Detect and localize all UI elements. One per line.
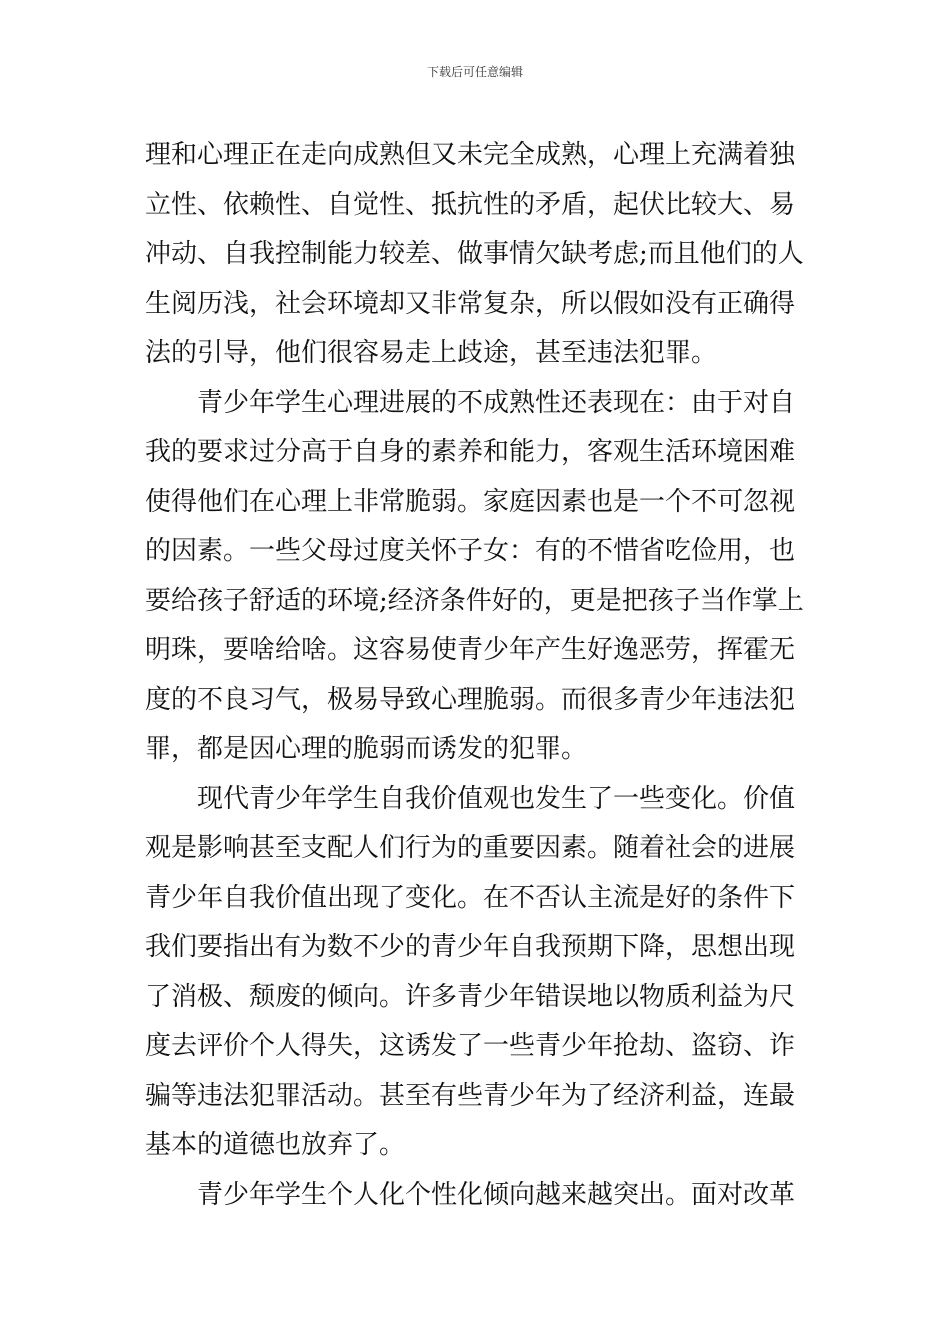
text-line: 立性、依赖性、自觉性、抵抗性的矛盾，起伏比较大、易 [145, 190, 796, 220]
text-line: 生阅历浅，社会环境却又非常复杂，所以假如没有正确得 [145, 289, 796, 319]
text-line: 青少年学生个人化个性化倾向越来越突出。面对改革 [197, 1180, 796, 1210]
text-line: 度去评价个人得失，这诱发了一些青少年抢劫、盗窃、诈 [145, 1031, 796, 1061]
text-line: 度的不良习气，极易导致心理脆弱。而很多青少年违法犯 [145, 685, 796, 715]
text-line: 明珠，要啥给啥。这容易使青少年产生好逸恶劳，挥霍无 [145, 635, 796, 665]
text-line: 观是影响甚至支配人们行为的重要因素。随着社会的进展 [145, 833, 796, 863]
text-line: 我的要求过分高于自身的素养和能力，客观生活环境困难 [145, 437, 796, 467]
text-line: 青少年自我价值出现了变化。在不否认主流是好的条件下 [145, 883, 796, 913]
text-line: 要给孩子舒适的环境;经济条件好的，更是把孩子当作掌上 [145, 586, 804, 616]
text-line: 我们要指出有为数不少的青少年自我预期下降，思想出现 [145, 932, 796, 962]
text-line: 青少年学生心理进展的不成熟性还表现在：由于对自 [197, 388, 796, 418]
text-line: 骗等违法犯罪活动。甚至有些青少年为了经济利益，连最 [145, 1081, 796, 1111]
text-line: 法的引导，他们很容易走上歧途，甚至违法犯罪。 [145, 338, 718, 368]
text-line: 基本的道德也放弃了。 [145, 1130, 406, 1160]
text-line: 罪，都是因心理的脆弱而诱发的犯罪。 [145, 734, 588, 764]
text-line: 的因素。一些父母过度关怀子女：有的不惜省吃俭用，也 [145, 536, 796, 566]
text-line: 现代青少年学生自我价值观也发生了一些变化。价值 [197, 784, 796, 814]
text-line: 使得他们在心理上非常脆弱。家庭因素也是一个不可忽视 [145, 487, 796, 517]
page-header: 下载后可任意编辑 [426, 65, 523, 79]
text-line: 冲动、自我控制能力较差、做事情欠缺考虑;而且他们的人 [145, 239, 804, 269]
text-line: 了消极、颓废的倾向。许多青少年错误地以物质利益为尺 [145, 982, 796, 1012]
text-line: 理和心理正在走向成熟但又未完全成熟，心理上充满着独 [145, 140, 796, 170]
